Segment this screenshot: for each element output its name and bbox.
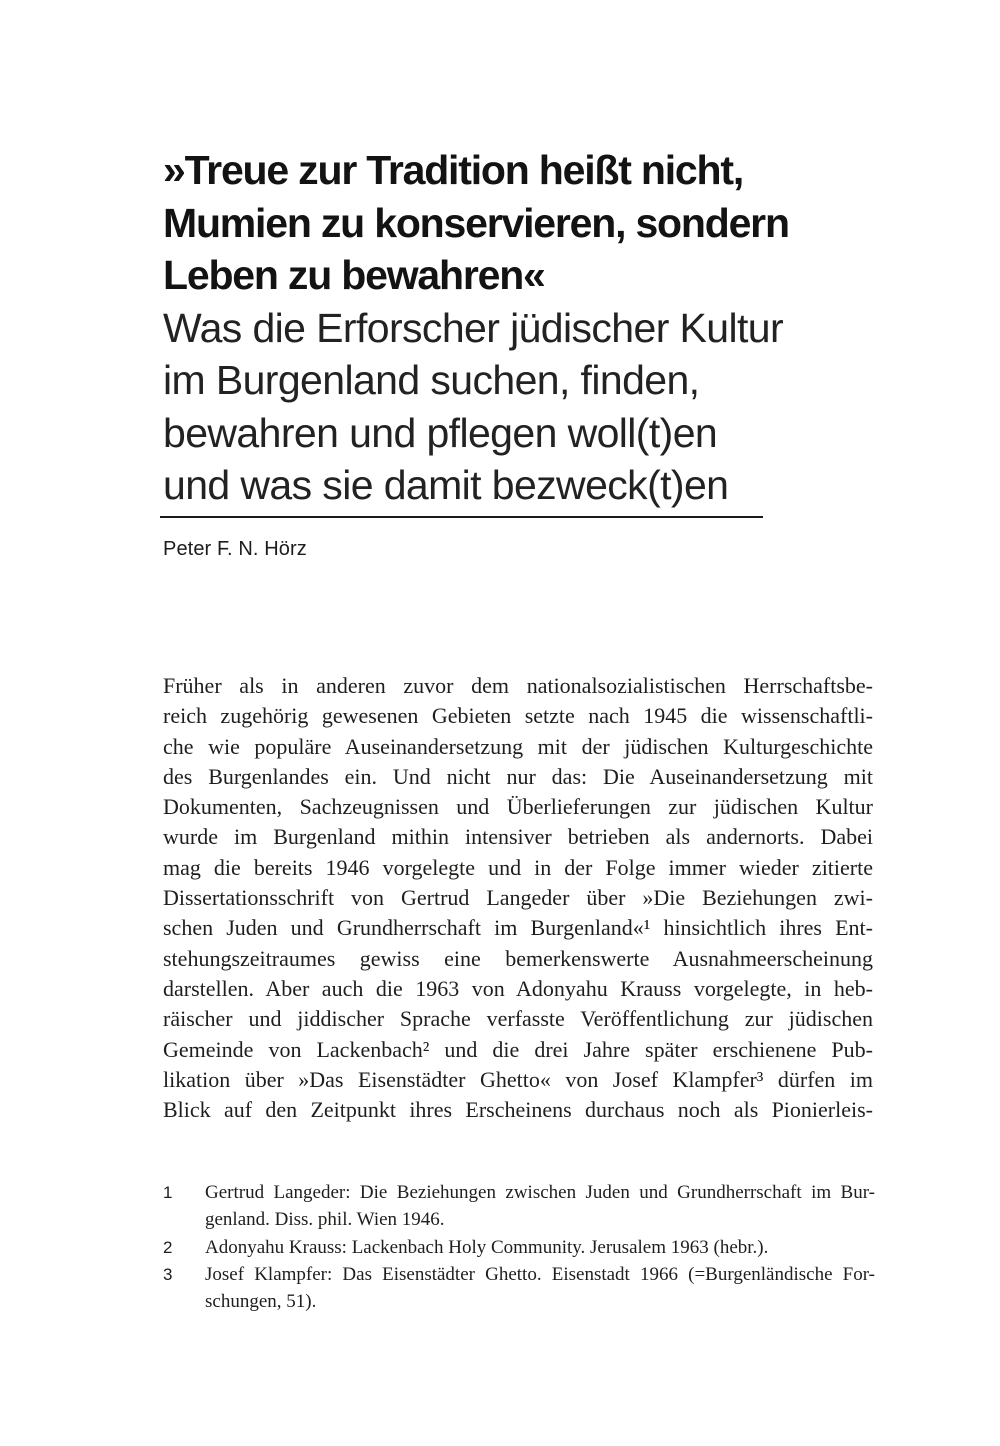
body-line: Blick auf den Zeitpunkt ihres Erscheinens durchaus noch als Pionierleis- [163, 1097, 873, 1123]
body-line: des Burgenlandes ein. Und nicht nur das: Die Auseinandersetzung mit [163, 763, 873, 789]
footnote-1 [163, 1179, 875, 1234]
footnote-line: Josef Klampfer: Das Eisenstädter Ghetto. Eisenstadt 1966 (=Burgenländische For- [205, 1263, 875, 1285]
subtitle-line: Was die Erforscher jüdischer Kultur [163, 304, 784, 351]
subtitle-line: im Burgenland suchen, finden, [163, 357, 700, 403]
body-line: räischer und jiddischer Sprache verfasste Veröffentlichung zur jüdischen [163, 1006, 873, 1032]
footnote-line: genland. Diss. phil. Wien 1946. [205, 1209, 445, 1231]
footnote-line: schungen, 51). [205, 1291, 317, 1313]
body-text [163, 671, 873, 1125]
article-header [163, 144, 903, 512]
body-line: Dokumenten, Sachzeugnissen und Überlieferungen zur jüdischen Kultur [163, 794, 873, 820]
footnote-3 [163, 1261, 875, 1316]
footnote-text [205, 1234, 875, 1261]
footnote-number: 3 [163, 1264, 173, 1284]
footnotes-block [163, 1179, 875, 1315]
body-line: schen Juden und Grundherrschaft im Burgenland«¹ hinsichtlich ihres Ent- [163, 915, 873, 941]
footnote-number: 2 [163, 1237, 173, 1257]
footnote-line: Adonyahu Krauss: Lackenbach Holy Community. Jerusalem 1963 (hebr.). [205, 1236, 769, 1258]
subtitle-line: bewahren und pflegen woll(t)en [163, 409, 718, 456]
footnote-number: 1 [163, 1183, 173, 1202]
body-line: Gemeinde von Lackenbach² und die drei Jahre später erschienene Pub- [163, 1036, 873, 1062]
body-line: che wie populäre Auseinandersetzung mit der jüdischen Kulturgeschichte [163, 733, 873, 759]
body-line: stehungszeitraumes gewiss eine bemerkenswerte Ausnahmeerscheinung [163, 945, 873, 971]
body-line: likation über »Das Eisenstädter Ghetto« von Josef Klampfer³ dürfen im [163, 1066, 873, 1092]
body-line: Dissertationsschrift von Gertrud Langeder über »Die Beziehungen zwi- [163, 885, 873, 911]
body-line: Früher als in anderen zuvor dem nationalsozialistischen Herrschaftsbe- [163, 673, 873, 698]
footnote-line: Gertrud Langeder: Die Beziehungen zwischen Juden und Grundherrschaft im Bur- [205, 1182, 875, 1203]
title-line: Mumien zu konservieren, sondern [163, 199, 789, 246]
title-line: »Treue zur Tradition heißt nicht, [163, 147, 744, 193]
author-name: Peter F. N. Hörz [163, 538, 307, 560]
footnote-text [205, 1179, 875, 1234]
article-title [163, 144, 903, 302]
body-line: mag die bereits 1946 vorgelegte und in der Folge immer wieder zitierte [163, 854, 873, 880]
divider-rule [160, 516, 763, 518]
title-line: Leben zu bewahren« [163, 252, 545, 298]
body-paragraph [163, 671, 873, 1125]
body-line: wurde im Burgenland mithin intensiver betrieben als andernorts. Dabei [163, 824, 873, 850]
footnote-2 [163, 1234, 875, 1261]
footnote-text [205, 1261, 875, 1316]
article-subtitle [163, 302, 903, 512]
body-line: darstellen. Aber auch die 1963 von Adonyahu Krauss vorgelegte, in heb- [163, 975, 873, 1001]
subtitle-line: und was sie damit bezweck(t)en [163, 462, 729, 508]
body-line: reich zugehörig gewesenen Gebieten setzte nach 1945 die wissenschaftli- [163, 703, 873, 729]
